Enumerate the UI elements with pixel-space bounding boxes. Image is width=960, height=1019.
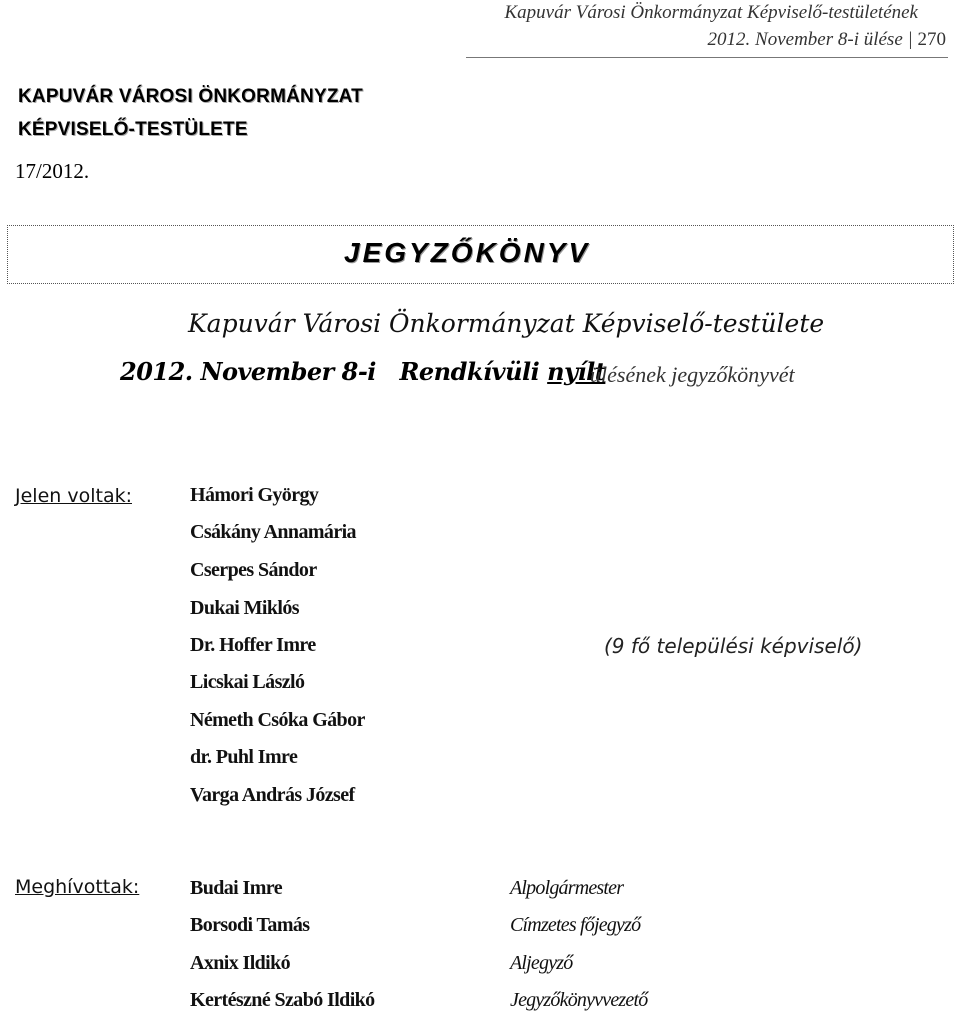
present-member: Cserpes Sándor (190, 559, 317, 581)
invited-role: Címzetes főjegyző (510, 914, 641, 936)
present-member: Hámori György (190, 484, 319, 506)
issuer-line-2: KÉPVISELŐ-TESTÜLETE (18, 119, 248, 140)
document-title: JEGYZŐKÖNYV (344, 237, 591, 268)
invited-role: Jegyzőkönyvvezető (510, 989, 648, 1011)
subtitle-body: Kapuvár Városi Önkormányzat Képviselő-testülete (188, 309, 825, 338)
present-member: Dukai Miklós (190, 597, 299, 619)
session-type: Rendkívüli (399, 357, 540, 386)
present-member: Varga András József (190, 784, 355, 806)
present-member: Dr. Hoffer Imre (190, 634, 316, 656)
invited-role: Aljegyző (510, 952, 573, 974)
present-summary: (9 fő települési képviselő) (604, 634, 863, 658)
invited-name: Borsodi Tamás (190, 914, 310, 936)
invited-name: Kertészné Szabó Ildikó (190, 989, 375, 1011)
present-member: Csákány Annamária (190, 521, 356, 543)
invited-role: Alpolgármester (510, 877, 624, 899)
running-header-title: Kapuvár Városi Önkormányzat Képviselő-testületének (504, 2, 918, 23)
session-openness: nyílt (547, 357, 606, 386)
issuer-line-1: KAPUVÁR VÁROSI ÖNKORMÁNYZAT (18, 86, 363, 107)
subtitle-session (120, 357, 605, 386)
present-member: Licskai László (190, 671, 305, 693)
subtitle-tail: ülésének jegyzőkönyvét (590, 362, 795, 387)
present-member: dr. Puhl Imre (190, 746, 298, 768)
invited-name: Budai Imre (190, 877, 282, 899)
running-header-session: 2012. November 8-i ülése | 270 (707, 29, 946, 50)
session-date: 2012. November 8-i (120, 357, 376, 386)
document-number: 17/2012. (15, 159, 90, 183)
page-number: 270 (917, 29, 946, 50)
present-member: Németh Csóka Gábor (190, 709, 365, 731)
invited-label: Meghívottak: (15, 876, 140, 898)
present-label: Jelen voltak: (15, 485, 132, 507)
invited-name: Axnix Ildikó (190, 952, 291, 974)
running-header-date: 2012. November 8-i ülése (707, 29, 903, 50)
header-rule (466, 57, 948, 58)
